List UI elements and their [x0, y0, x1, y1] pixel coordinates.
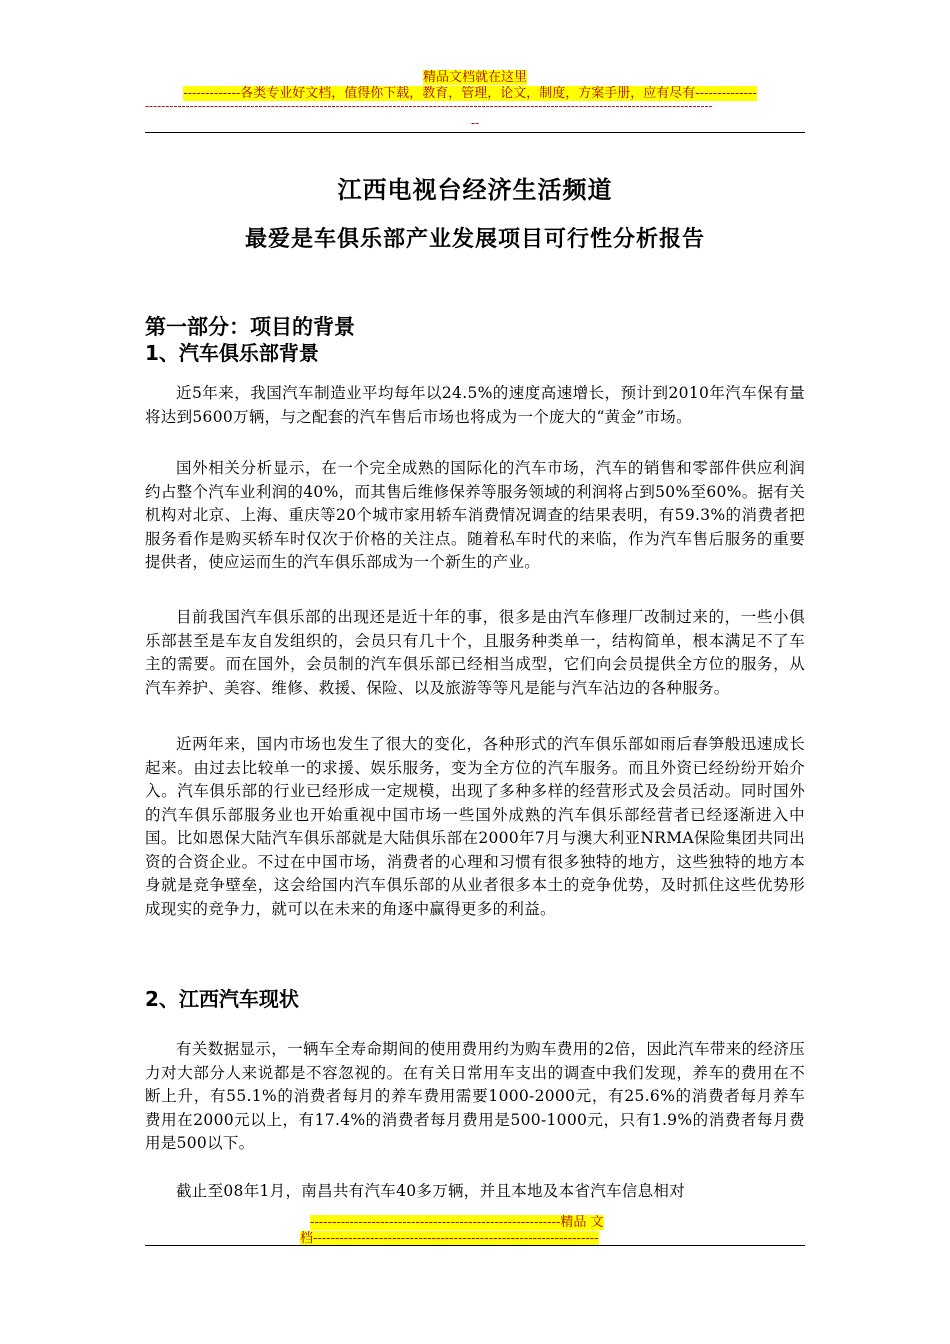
paragraph-2: 国外相关分析显示，在一个完全成熟的国际化的汽车市场，汽车的销售和零部件供应利润约占整个汽车业利润的40%，而其售后维修保养等服务领域的利润将占到50%至60%。据有关机构对北京、上海、重庆等20个城市家用轿车消费情况调查的结果表明，有59.3%的消费者把服务看作是购买轿车时仅次于价格的关注点。随着私车时代的来临，作为汽车售后服务的重要提供者，使应运而生的汽车俱乐部成为一个新生的产业。 [145, 459, 805, 571]
footer-line-2: 档----------------------------------------------------------------- [300, 1231, 599, 1246]
paragraph-1: 近5年来，我国汽车制造业平均每年以24.5%的速度高速增长，预计到2010年汽车保有量将达到5600万辆，与之配套的汽车售后市场也将成为一个庞大的“黄金”市场。 [145, 384, 805, 426]
header-top-label: 精品文档就在这里 [422, 70, 527, 85]
paragraph-4: 近两年来，国内市场也发生了很大的变化，各种形式的汽车俱乐部如雨后春笋般迅速成长起来。由过去比较单一的求援、娱乐服务，变为全方位的汽车服务。而且外资已经纷纷开始介入。汽车俱乐部的行业已经形成一定规模，出现了多种多样的经营形式及会员活动。同时国外的汽车俱乐部服务业也开始重视中国市场一些国外成熟的汽车俱乐部经营者已经逐渐进入中国。比如恩保大陆汽车俱乐部就是大陆俱乐部在2000年7月与澳大利亚NRMA保险集团共同出资的合资企业。不过在中国市场，消费者的心理和习惯有很多独特的地方，这些独特的地方本身就是竞争壁垒，这会给国内汽车俱乐部的从业者很多本土的竞争优势，及时抓住这些优势形成现实的竞争力，就可以在未来的角逐中赢得更多的利益。 [145, 735, 805, 918]
header-dash-short: -- [470, 116, 480, 130]
paragraph-6: 截止至08年1月，南昌共有汽车40多万辆，并且本地及本省汽车信息相对 [176, 1182, 686, 1200]
paragraph-5: 有关数据显示，一辆车全寿命期间的使用费用约为购车费用的2倍，因此汽车带来的经济压力对大部分人来说都是不容忽视的。在有关日常用车支出的调查中我们发现，养车的费用在不断上升，有55.1%的消费者每月的养车费用需要1000-2000元，有25.6%的消费者每月养车费用在2000元以上，有17.4%的消费者每月费用是500-1000元，只有1.9%的消费者每月费用是500以下。 [145, 1040, 805, 1152]
subsection-heading-1: 1、汽车俱乐部背景 [145, 341, 319, 365]
footer-rule [145, 1245, 805, 1246]
header-rule [145, 132, 805, 133]
subsection-heading-2: 2、江西汽车现状 [145, 987, 299, 1011]
section-heading: 第一部分：项目的背景 [145, 315, 355, 339]
header-banner: -------------各类专业好文档，值得你下载，教育，管理，论文，制度，方案手册，应有尽有-------------- [183, 86, 757, 101]
paragraph-3: 目前我国汽车俱乐部的出现还是近十年的事，很多是由汽车修理厂改制过来的，一些小俱乐部甚至是车友自发组织的，会员只有几十个，且服务种类单一，结构简单，根本满足不了车主的需要。而在国外，会员制的汽车俱乐部已经相当成型，它们向会员提供全方位的服务，从汽车养护、美容、维修、救援、保险、以及旅游等等凡是能与汽车沾边的各种服务。 [145, 608, 805, 697]
page-title: 江西电视台经济生活频道 [337, 176, 613, 204]
footer-line-1: ---------------------------------------------------------精品 文 [310, 1215, 604, 1230]
page-subtitle: 最爱是车俱乐部产业发展项目可行性分析报告 [244, 227, 705, 252]
header-dash-line: -------------------------------------------------------------------------------------------------------------------------------------------- [145, 99, 713, 113]
